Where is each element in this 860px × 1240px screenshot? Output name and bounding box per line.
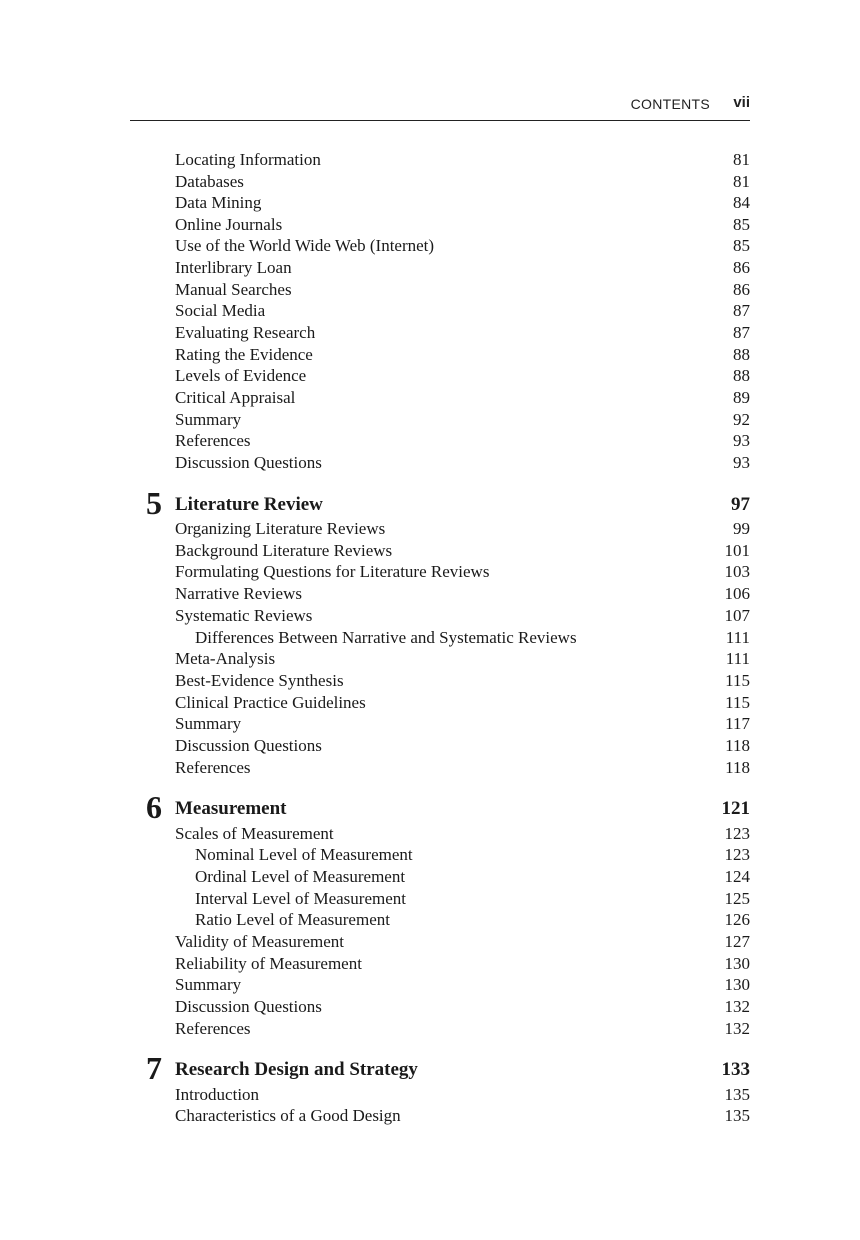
toc-entry [175,409,750,431]
entry-title: Interlibrary Loan [175,258,292,277]
entry-page: 81 [733,150,750,169]
chapter-heading [130,789,750,825]
entry-title: Ratio Level of Measurement [195,910,390,929]
entry-page: 106 [724,584,750,603]
entry-title: Validity of Measurement [175,932,345,951]
toc-entry [175,1018,750,1040]
toc-entry [175,279,750,301]
toc-entry [175,735,750,757]
toc-entry [175,1105,750,1127]
entry-title: Best-Evidence Synthesis [175,671,344,690]
toc-entry [175,518,750,540]
entry-title: References [175,758,251,777]
entry-title: Background Literature Reviews [175,541,393,560]
entry-title: Scales of Measurement [175,824,334,843]
toc-entry [175,257,750,279]
chapter-number: 6 [146,789,162,825]
entry-page: 115 [725,693,750,712]
header-page-number: vii [733,94,750,111]
entry-title: Reliability of Measurement [175,954,362,973]
entry-page: 88 [733,366,750,385]
entry-title: Rating the Evidence [175,345,313,364]
entry-page: 111 [725,628,750,647]
toc-entry [175,1084,750,1106]
entry-title: Formulating Questions for Literature Reviews [175,562,490,581]
entry-page: 115 [725,671,750,690]
entry-page: 93 [733,431,750,450]
chapter-title: Research Design and Strategy [175,1059,418,1080]
entry-page: 127 [724,932,750,951]
chapter-heading [130,1050,750,1086]
chapter-title: Measurement [175,798,287,819]
entry-page: 85 [733,236,750,255]
toc-entry [175,583,750,605]
entry-title: Evaluating Research [175,323,316,342]
toc-entry [175,430,750,452]
toc-subentry [195,866,750,888]
entry-page: 124 [724,867,750,886]
chapter-number: 7 [146,1050,162,1086]
toc-entry [175,235,750,257]
entry-page: 101 [724,541,750,560]
toc-entry [175,757,750,779]
entry-page: 93 [733,453,750,472]
entry-title: Summary [175,714,242,733]
entry-title: Discussion Questions [175,997,322,1016]
toc-entry [175,214,750,236]
entry-title: Narrative Reviews [175,584,302,603]
entry-page: 132 [724,1019,750,1038]
toc-entry [175,344,750,366]
toc-entry [175,931,750,953]
entry-title: Databases [175,172,244,191]
toc-entry [175,561,750,583]
toc-entry [175,149,750,171]
toc-entry [175,192,750,214]
toc-entry [175,648,750,670]
toc-entry [175,713,750,735]
entry-title: Systematic Reviews [175,606,313,625]
entry-page: 117 [725,714,750,733]
entry-title: Critical Appraisal [175,388,296,407]
toc-entry [175,365,750,387]
chapter-heading [130,485,750,521]
entry-page: 132 [724,997,750,1016]
entry-page: 107 [724,606,750,625]
chapter-title: Literature Review [175,494,323,515]
toc-entry [175,692,750,714]
entry-title: References [175,431,251,450]
entry-title: Data Mining [175,193,262,212]
entry-page: 87 [733,301,750,320]
toc-entry [175,322,750,344]
entry-page: 123 [724,824,750,843]
entry-page: 118 [725,758,750,777]
entry-page: 130 [724,954,750,973]
chapter-number: 5 [146,485,162,521]
entry-page: 92 [733,410,750,429]
toc-subentry [195,888,750,910]
entry-title: References [175,1019,251,1038]
entry-title: Discussion Questions [175,736,322,755]
toc-entry [175,540,750,562]
entry-title: Differences Between Narrative and Systematic Reviews [195,628,577,647]
entry-page: 81 [733,172,750,191]
entry-page: 86 [733,258,750,277]
entry-title: Clinical Practice Guidelines [175,693,366,712]
toc-entry [175,974,750,996]
entry-title: Nominal Level of Measurement [195,845,413,864]
entry-page: 103 [724,562,750,581]
entry-title: Characteristics of a Good Design [175,1106,401,1125]
entry-page: 123 [724,845,750,864]
toc-subentry [195,909,750,931]
entry-page: 89 [733,388,750,407]
entry-page: 84 [733,193,750,212]
entry-title: Ordinal Level of Measurement [195,867,406,886]
toc-entry [175,171,750,193]
chapter-page: 97 [731,494,750,515]
entry-page: 88 [733,345,750,364]
entry-page: 86 [733,280,750,299]
entry-page: 87 [733,323,750,342]
toc-entry [175,823,750,845]
entry-title: Discussion Questions [175,453,322,472]
toc-entry [175,387,750,409]
entry-title: Interval Level of Measurement [195,889,406,908]
chapter-page: 121 [721,798,750,819]
entry-page: 99 [733,519,750,538]
toc-entry [175,996,750,1018]
entry-title: Introduction [175,1085,260,1104]
entry-title: Social Media [175,301,266,320]
entry-title: Locating Information [175,150,321,169]
toc-entry [175,670,750,692]
entry-title: Use of the World Wide Web (Internet) [175,236,435,255]
entry-title: Meta-Analysis [175,649,276,668]
toc-entry [175,452,750,474]
entry-page: 111 [725,649,750,668]
toc-entry [175,300,750,322]
entry-title: Summary [175,410,242,429]
entry-page: 125 [724,889,750,908]
entry-page: 130 [724,975,750,994]
entry-page: 85 [733,215,750,234]
entry-title: Manual Searches [175,280,292,299]
entry-page: 118 [725,736,750,755]
entry-title: Online Journals [175,215,283,234]
toc-subentry [195,627,750,649]
entry-title: Summary [175,975,242,994]
toc-entry [175,605,750,627]
toc-subentry [195,844,750,866]
toc-entry [175,953,750,975]
header-label: CONTENTS [630,96,710,112]
entry-title: Organizing Literature Reviews [175,519,386,538]
chapter-page: 133 [721,1059,750,1080]
entry-title: Levels of Evidence [175,366,307,385]
entry-page: 126 [724,910,750,929]
entry-page: 135 [724,1085,750,1104]
entry-page: 135 [724,1106,750,1125]
